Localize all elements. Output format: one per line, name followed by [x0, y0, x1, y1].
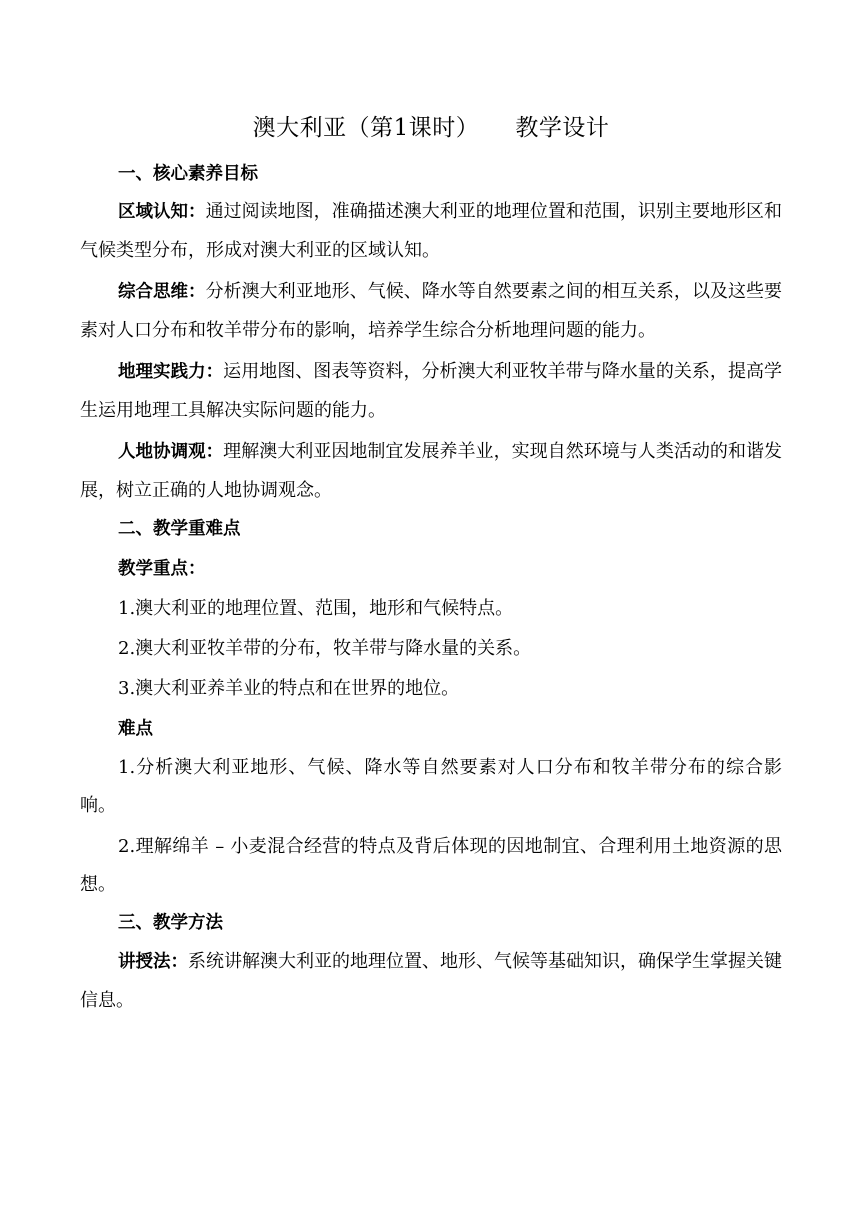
paragraph-text: 分析澳大利亚地形、气候、降水等自然要素之间的相互关系，以及这些要素对人口分布和牧羊带分布的影响，培养学生综合分析地理问题的能力。: [80, 281, 783, 341]
paragraph-lead: 人地协调观：: [118, 442, 224, 462]
paragraph-integrated-thinking: [80, 273, 782, 349]
paragraph-lead: 地理实践力：: [118, 362, 224, 382]
paragraph-lead: 区域认知：: [118, 202, 206, 222]
subheading-key-points: 教学重点：: [118, 559, 206, 579]
list-item-difficult-point: 2.理解绵羊 – 小麦混合经营的特点及背后体现的因地制宜、合理利用土地资源的思想。: [80, 836, 782, 895]
paragraph-lead: 讲授法：: [118, 952, 188, 972]
paragraph-human-land-harmony: [80, 433, 782, 509]
paragraph-geographic-practice: [80, 353, 782, 429]
paragraph-lecture-method: [80, 943, 782, 1019]
title-main: 澳大利亚（第1课时）: [252, 115, 480, 141]
document-title: [80, 108, 782, 148]
section-heading-key-difficult-points: 二、教学重难点: [118, 519, 241, 539]
paragraph-text: 系统讲解澳大利亚的地理位置、地形、气候等基础知识，确保学生掌握关键信息。: [80, 951, 782, 1011]
section-heading-teaching-methods: 三、教学方法: [118, 913, 223, 933]
list-item-key-point: 1.澳大利亚的地理位置、范围，地形和气候特点。: [118, 598, 514, 619]
title-suffix: 教学设计: [515, 115, 610, 141]
document-page: [80, 108, 782, 1019]
list-item-key-point: 3.澳大利亚养羊业的特点和在世界的地位。: [118, 678, 460, 699]
paragraph-text: 理解澳大利亚因地制宜发展养羊业，实现自然环境与人类活动的和谐发展，树立正确的人地协调观念。: [80, 441, 783, 501]
subheading-difficult-points: 难点: [118, 719, 153, 739]
paragraph-text: 通过阅读地图，准确描述澳大利亚的地理位置和范围，识别主要地形区和气候类型分布，形成对澳大利亚的区域认知。: [80, 201, 783, 261]
paragraph-regional-cognition: [80, 193, 782, 269]
paragraph-lead: 综合思维：: [118, 282, 206, 302]
list-item-key-point: 2.澳大利亚牧羊带的分布，牧羊带与降水量的关系。: [118, 638, 532, 659]
list-item-difficult-point: 1.分析澳大利亚地形、气候、降水等自然要素对人口分布和牧羊带分布的综合影响。: [80, 757, 782, 816]
section-heading-objectives: 一、核心素养目标: [118, 164, 258, 184]
paragraph-text: 运用地图、图表等资料，分析澳大利亚牧羊带与降水量的关系，提高学生运用地理工具解决实际问题的能力。: [80, 361, 783, 421]
